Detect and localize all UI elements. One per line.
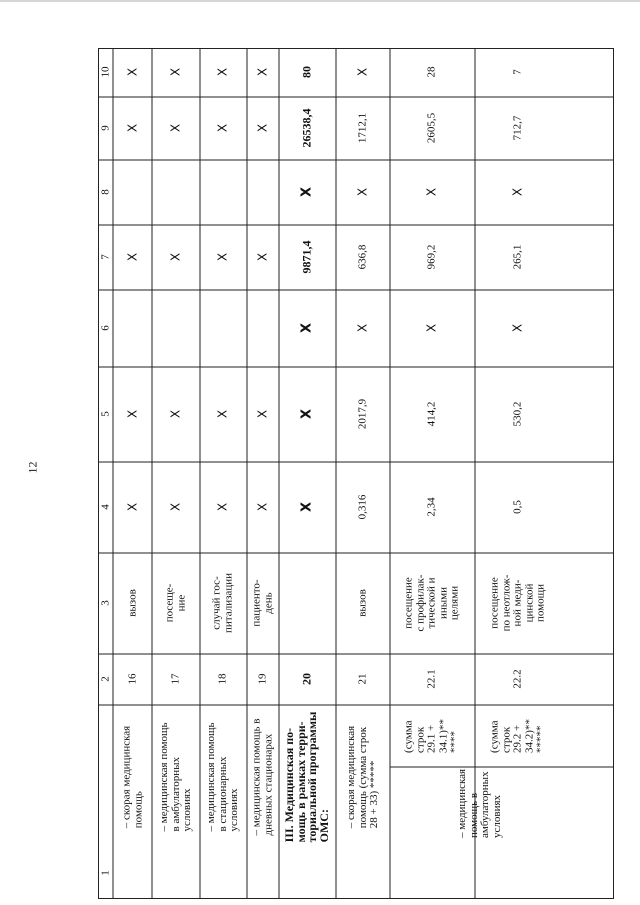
table-cell: X: [125, 502, 140, 512]
col-num-3: 3: [99, 600, 112, 606]
table-cell: X: [215, 67, 230, 77]
scan-top-edge: [0, 0, 640, 2]
row-number: 22.2: [511, 669, 524, 689]
col-num-7: 7: [99, 254, 112, 260]
table-cell: 2017,9: [356, 398, 369, 430]
table-cell: 1712,1: [356, 112, 369, 144]
table-cell: 0,5: [511, 500, 524, 514]
row-number: 18: [216, 673, 229, 685]
col-num-2: 2: [99, 676, 112, 682]
row-number: 16: [126, 673, 139, 685]
col-num-9: 9: [99, 125, 112, 131]
table-cell: X: [510, 187, 525, 197]
row-name: – медицинская помощь в стационарных условиях: [204, 722, 240, 832]
row-number: 20: [299, 673, 314, 685]
table-cell: X: [424, 187, 439, 197]
row-name: (сумма строк 29.2 + 34.2)** *****: [488, 719, 547, 753]
table-cell: X: [255, 123, 270, 133]
col-num-8: 8: [99, 189, 112, 195]
row-number: 22.1: [425, 669, 438, 689]
table-cell: X: [125, 123, 140, 133]
table-cell: X: [510, 323, 525, 333]
table-cell: X: [168, 409, 183, 419]
table-cell: 26538,4: [299, 108, 314, 148]
table-cell: 28: [425, 66, 438, 78]
table-cell: X: [255, 67, 270, 77]
table-cell: X: [299, 322, 315, 334]
table-cell: 80: [299, 66, 314, 78]
col-num-10: 10: [99, 66, 112, 78]
table-cell: X: [215, 409, 230, 419]
page-number: 12: [25, 461, 40, 474]
table-cell: X: [299, 408, 315, 420]
row-number: 21: [356, 673, 369, 685]
table-cell: 7: [511, 69, 524, 75]
table-cell: X: [215, 123, 230, 133]
row-name: (сумма строк 29.1 + 34.1)** ****: [402, 719, 461, 753]
table-cell: X: [355, 187, 370, 197]
unit-cell: вызов: [356, 589, 369, 617]
table-cell: X: [168, 123, 183, 133]
row-name: – медицинская помощь в амбулаторных условиях: [157, 722, 193, 832]
table-cell: 712,7: [511, 115, 524, 141]
unit-cell: вызов: [126, 589, 139, 617]
table-cell: 0,316: [356, 494, 369, 520]
table-cell: X: [125, 252, 140, 262]
table-cell: X: [255, 252, 270, 262]
table-cell: X: [255, 502, 270, 512]
table-cell: 9871,4: [299, 240, 314, 274]
row-number: 19: [256, 673, 269, 685]
table-cell: X: [125, 67, 140, 77]
table-cell: 414,2: [425, 401, 438, 427]
group-label: – медицинская помощь в амбулаторных условиях: [456, 768, 503, 838]
table-cell: X: [168, 252, 183, 262]
unit-cell: посещение с профилак- тической и иными целями: [402, 574, 461, 632]
col-num-1: 1: [99, 870, 112, 876]
unit-cell: посещение по неотлож- ной меди- цинской помощи: [488, 574, 547, 632]
table-cell: 2,34: [425, 497, 438, 517]
section-heading: III. Медицинская по- мощь в рамках терри- ториальной программы ОМС:: [282, 711, 331, 843]
col-num-5: 5: [99, 411, 112, 417]
table-cell: X: [168, 502, 183, 512]
row-number: 17: [169, 673, 182, 685]
table-cell: 265,1: [511, 244, 524, 270]
table-cell: 969,2: [425, 244, 438, 270]
table-cell: X: [355, 323, 370, 333]
unit-cell: посеще- ние: [163, 583, 187, 623]
table-cell: X: [299, 186, 315, 198]
table-cell: 636,8: [356, 244, 369, 270]
table-cell: 2605,5: [425, 112, 438, 144]
table-cell: X: [424, 323, 439, 333]
table-cell: 530,2: [511, 401, 524, 427]
col-num-6: 6: [99, 325, 112, 331]
table-cell: X: [125, 409, 140, 419]
unit-cell: пациенто- день: [250, 579, 274, 627]
row-name: – скорая медицинская помощь (сумма строк 28 + 33) *****: [344, 725, 380, 829]
row-name: – скорая медицинская помощь: [120, 725, 144, 829]
unit-cell: случай гос- питализации: [210, 573, 234, 633]
col-num-4: 4: [99, 504, 112, 510]
table-cell: X: [215, 502, 230, 512]
table-cell: X: [299, 501, 315, 513]
table-cell: X: [168, 67, 183, 77]
row-name: – медицинская помощь в дневных стационарах: [250, 718, 274, 836]
table-cell: X: [355, 67, 370, 77]
table-cell: X: [215, 252, 230, 262]
table-cell: X: [255, 409, 270, 419]
